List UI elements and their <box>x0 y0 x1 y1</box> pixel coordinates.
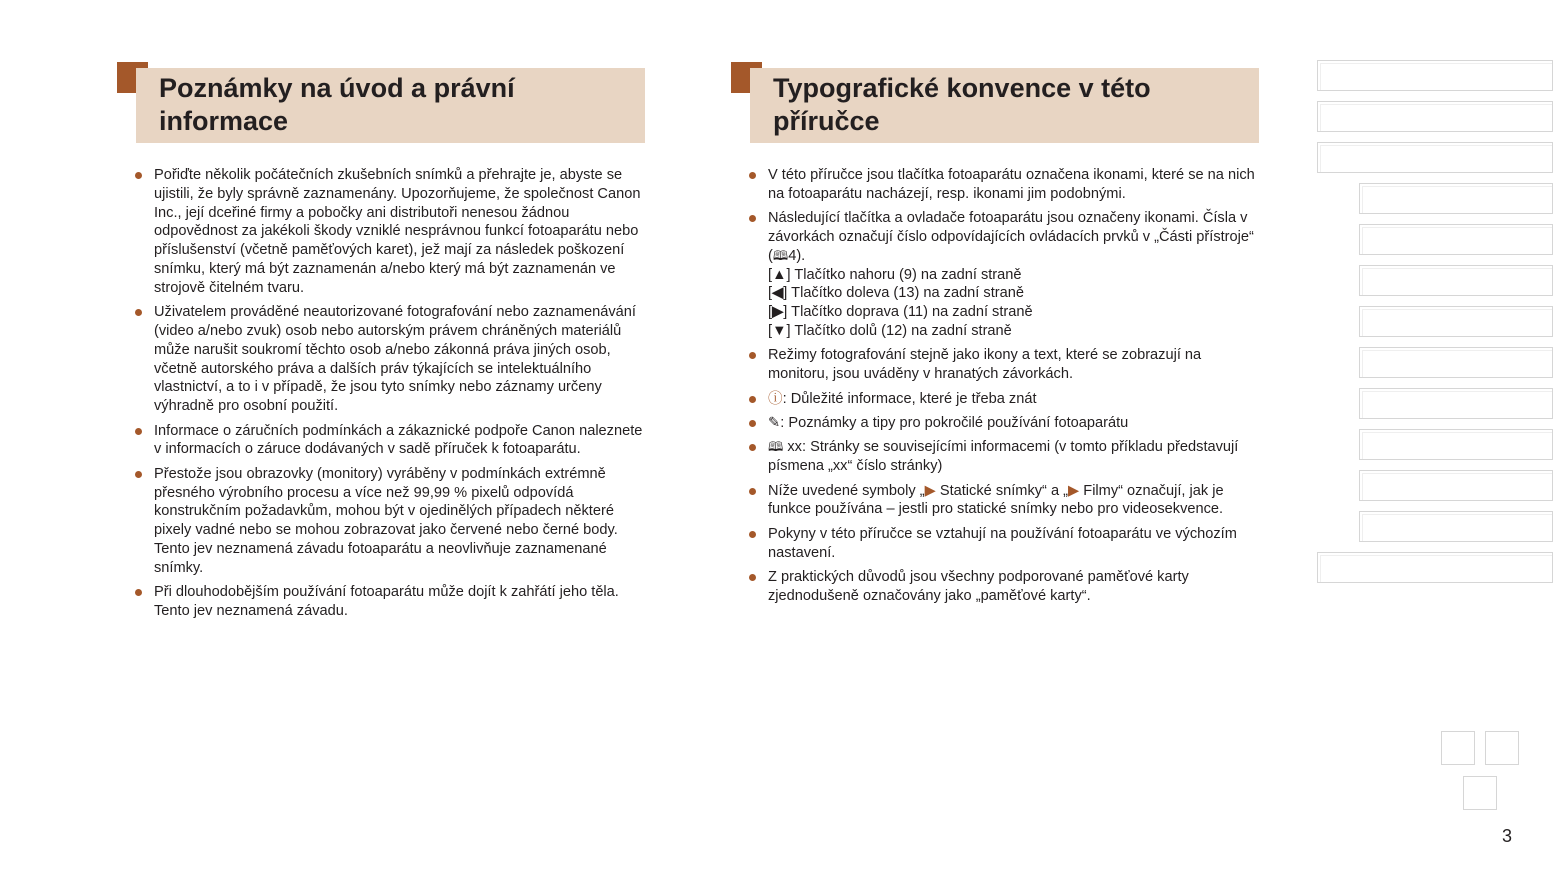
nav-subtab[interactable] <box>1359 511 1553 542</box>
down-arrow-icon: ▼ <box>772 322 787 339</box>
book-icon: 🕮 <box>768 439 784 455</box>
list-item: Přestože jsou obrazovky (monitory) vyráběny v podmínkách extrémně přesného výrobního procesu a více než 99,99 % pixelů odpovídá konstrukčním požadavkům, mohou být v ojedinělých případech některé pixely vadné nebo se mohou zobrazovat jako červené nebo černé body. Tento jev neznamená závadu fotoaparátu a neovlivňuje zaznamenané snímky. <box>131 465 645 578</box>
bullet-icon <box>749 444 756 451</box>
list-item: Následující tlačítka a ovladače fotoaparátu jsou označeny ikonami. Čísla v závorkách označují číslo odpovídajících ovládacích prvků v „Části přístroje“ (🕮4). [▲] Tlačítko nahoru (9) na zadní straně [◀] Tlačítko doleva (13) na zadní straně [▶] Tlačítko doprava (11) na zadní straně [▼] Tlačítko dolů (12) na zadní straně <box>745 209 1259 341</box>
bullet-icon <box>135 309 142 316</box>
nav-tab[interactable] <box>1317 552 1553 583</box>
list-item: Při dlouhodobějším používání fotoaparátu může dojít k zahřátí jeho těla. Tento jev neznamená závadu. <box>131 583 645 621</box>
button-line-left: [◀] Tlačítko doleva (13) na zadní straně <box>768 285 1024 302</box>
nav-subtab[interactable] <box>1359 347 1553 378</box>
bullet-icon <box>749 531 756 538</box>
nav-subtab[interactable] <box>1359 224 1553 255</box>
list-item: Z praktických důvodů jsou všechny podporované paměťové karty zjednodušeně označovány jako „paměťové karty“. <box>745 568 1259 606</box>
list-item: Pořiďte několik počátečních zkušebních snímků a přehrajte je, abyste se ujistili, že byly správně zaznamenány. Upozorňujeme, že společnost Canon Inc., její dceřiné firmy a pobočky ani distributoři nenesou žádnou odpovědnost za jakékoli škody vzniklé nesprávnou funkcí fotoaparátu nebo příslušenství (včetně paměťových karet), jež mají za následek poškození snímku, který má být zaznamenán a/nebo který má být zaznamenán ve strojově čitelném tvaru. <box>131 166 645 298</box>
nav-subtab[interactable] <box>1359 306 1553 337</box>
list-item: ⓘ: Důležité informace, které je třeba znát <box>745 390 1259 409</box>
left-arrow-icon: ◀ <box>772 285 784 302</box>
button-line-right: [▶] Tlačítko doprava (11) na zadní straně <box>768 304 1033 321</box>
list-item: Pokyny v této příručce se vztahují na používání fotoaparátu ve výchozím nastavení. <box>745 525 1259 563</box>
conventions-list <box>745 166 1259 611</box>
nav-button-back[interactable] <box>1441 731 1475 765</box>
movies-arrow-icon: ▶ <box>1067 482 1080 499</box>
bullet-icon <box>749 172 756 179</box>
button-line-up: [▲] Tlačítko nahoru (9) na zadní straně <box>768 266 1022 283</box>
nav-subtab[interactable] <box>1359 265 1553 296</box>
bullet-icon <box>135 172 142 179</box>
bullet-icon <box>135 471 142 478</box>
bullet-icon <box>749 574 756 581</box>
list-item: Uživatelem prováděné neautorizované fotografování nebo zaznamenávání (video a/nebo zvuk) osob nebo autorským právem chráněných materiálů může narušit soukromí těchto osob a/nebo zákonná práva jiných osob, včetně autorského práva a dalších práv týkajících se intelektuálního vlastnictví, a to i v případě, že jsou tyto snímky nebo záznamy určeny výhradně pro osobní použití. <box>131 303 645 416</box>
important-icon: ⓘ <box>768 390 783 407</box>
right-arrow-icon: ▶ <box>772 304 784 321</box>
nav-subtab[interactable] <box>1359 183 1553 214</box>
list-item: ✎: Poznámky a tipy pro pokročilé používání fotoaparátu <box>745 414 1259 433</box>
bullet-icon <box>135 589 142 596</box>
bullet-icon <box>749 215 756 222</box>
nav-button-forward[interactable] <box>1485 731 1519 765</box>
nav-subtab[interactable] <box>1359 429 1553 460</box>
list-item: Režimy fotografování stejně jako ikony a text, které se zobrazují na monitoru, jsou uváděny v hranatých závorkách. <box>745 346 1259 384</box>
section-title: Poznámky na úvod a právní informace <box>159 73 515 136</box>
section-title: Typografické konvence v této příručce <box>773 73 1151 136</box>
legal-notes-list <box>131 166 645 626</box>
nav-tab[interactable] <box>1317 60 1553 91</box>
button-line-down: [▼] Tlačítko dolů (12) na zadní straně <box>768 322 1012 339</box>
still-images-arrow-icon: ▶ <box>924 482 936 499</box>
bullet-icon <box>749 396 756 403</box>
list-item: 🕮 xx: Stránky se souvisejícími informacemi (v tomto příkladu představují písmena „xx“ číslo stránky) <box>745 438 1259 476</box>
bullet-icon <box>749 488 756 495</box>
list-item: Informace o záručních podmínkách a zákaznické podpoře Canon naleznete v informacích o záruce dodávaných v sadě příruček k fotoaparátu. <box>131 422 645 460</box>
nav-subtab[interactable] <box>1359 388 1553 419</box>
page-number: 3 <box>1502 826 1513 846</box>
list-item: V této příručce jsou tlačítka fotoaparátu označena ikonami, které se na nich na fotoaparátu nacházejí, resp. ikonami jim podobnými. <box>745 166 1259 204</box>
up-arrow-icon: ▲ <box>772 266 787 283</box>
nav-button-return[interactable] <box>1463 776 1497 810</box>
nav-tab[interactable] <box>1317 101 1553 132</box>
bullet-icon <box>749 352 756 359</box>
pencil-icon: ✎ <box>768 414 781 431</box>
bullet-icon <box>135 428 142 435</box>
bullet-icon <box>749 420 756 427</box>
nav-subtab[interactable] <box>1359 470 1553 501</box>
book-icon: 🕮 <box>772 247 789 263</box>
list-item: Níže uvedené symboly „▶ Statické snímky“ a „▶ Filmy“ označují, jak je funkce používána – jestli pro statické snímky nebo pro videosekvence. <box>745 482 1259 520</box>
nav-tab[interactable] <box>1317 142 1553 173</box>
